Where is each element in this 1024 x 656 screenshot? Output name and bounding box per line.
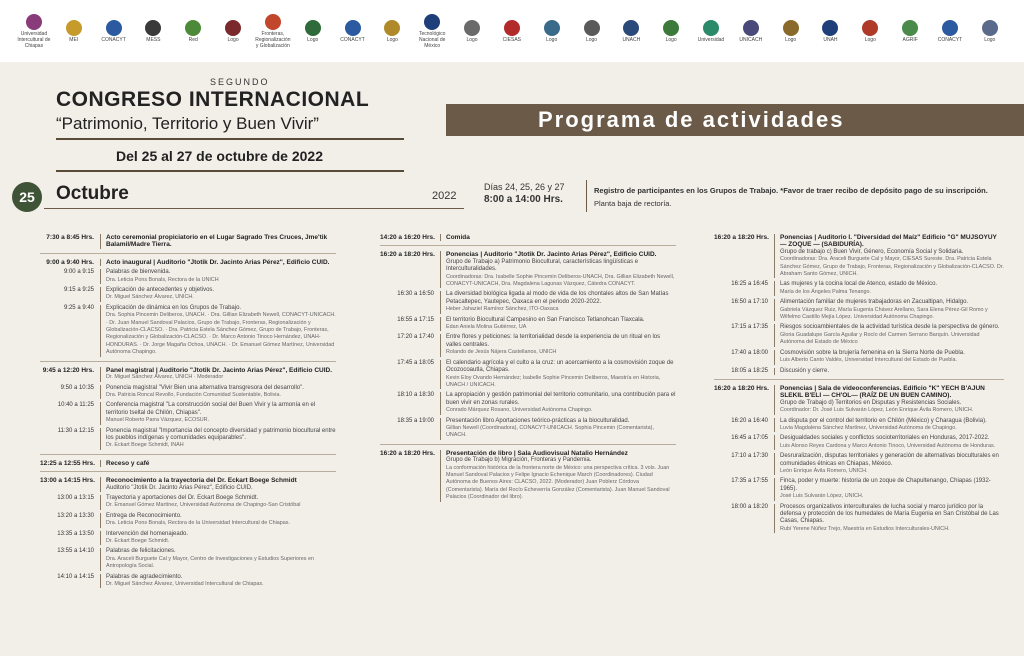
schedule-item [714, 453, 1004, 475]
event-participants: Luvia Magdalena Sánchez Martínez, Universidad Autónoma de Chapingo. [780, 424, 957, 431]
divider [40, 454, 336, 455]
event-description: Riesgos socioambientales de la actividad turística desde la perspectiva de género. [780, 324, 1000, 331]
logo-label: Logo [984, 36, 996, 43]
program-banner: Programa de actividades [446, 104, 1024, 136]
schedule-item [380, 291, 676, 313]
year-label: 2022 [432, 190, 457, 202]
event-participants: Luis Alberto Canto Valdés, Universidad Intercultural del Estado de Puebla. [780, 357, 957, 364]
schedule-content [440, 251, 676, 288]
congress-title: CONGRESO INTERNACIONAL [56, 88, 370, 111]
logo-strip [0, 0, 1024, 62]
schedule-content [100, 574, 336, 589]
event-participants: Dra. Leticia Pons Bonals, Rectora de la UNICH [106, 276, 219, 283]
event-participants: Dra. Araceli Burguete Cal y Mayor, Centro de Investigaciones y Estudios Superiores en Antropología Social. [106, 555, 314, 570]
logo-label: Logo [386, 36, 398, 43]
schedule-content [100, 305, 336, 357]
schedule-content [100, 428, 336, 450]
divider [586, 180, 587, 212]
logo-mark-icon [902, 20, 918, 36]
event-description: Grupo de Trabajo a) Patrimonio Biocultural, características lingüísticas e Interculturalidades. [446, 258, 639, 273]
event-participants: Rolando de Jesús Nájera Castellanos, UNICH [446, 349, 557, 356]
schedule-item [40, 574, 336, 589]
divider [44, 208, 464, 209]
event-description: La disputa por el control del territorio en Chilón (México) y Charagua (Bolivia). [780, 417, 987, 424]
logo-mark-icon [106, 20, 122, 36]
schedule-item [40, 531, 336, 546]
schedule-content [440, 334, 676, 356]
schedule-content [774, 504, 1004, 534]
logo-label: AGRIF [902, 36, 918, 43]
schedule-time: 13:35 a 13:50 [57, 530, 94, 537]
schedule-content [100, 460, 336, 467]
sponsor-logo [255, 14, 291, 49]
congress-theme: “Patrimonio, Territorio y Buen Vivir” [56, 114, 319, 133]
sponsor-logo [852, 20, 888, 43]
schedule-content [774, 435, 1004, 450]
event-participants: La conformación histórica de la frontera norte de México: una perspectiva crítica. 3 vols. Juan Manuel Sandoval Palacios y Felipe Ignacio Echenique March (Coordinadores). Ciudad Autónoma de Buenos Aires: CLACSO, 2022. (Moderador) Juan Poblerz Córdova (Comentarista). María del Rocío Echeverría González (Comentarista). Juan Manuel Sandoval Palacios (Coordinador del libro). [446, 464, 670, 501]
logo-mark-icon [66, 20, 82, 36]
schedule-column-2 [380, 234, 676, 505]
schedule-time: 14:10 a 14:15 [57, 573, 94, 580]
sponsor-logo [175, 20, 211, 43]
schedule-item [714, 504, 1004, 534]
schedule-time: 16:55 a 17:15 [397, 316, 434, 323]
sponsor-logo [96, 20, 132, 43]
schedule-time: 13:55 a 14:10 [57, 548, 94, 555]
schedule-time: 16:45 a 17:05 [731, 435, 768, 442]
schedule-time: 18:10 a 18:30 [397, 392, 434, 399]
sponsor-logo [374, 20, 410, 43]
schedule-item [714, 350, 1004, 365]
logo-mark-icon [703, 20, 719, 36]
sponsor-logo [693, 20, 729, 43]
event-description: Conferencia magistral "La construcción social del Buen Vivir y la armonía en el territorio tseltal de Chilón, Chiapas". [106, 402, 316, 416]
sponsor-logo [972, 20, 1008, 43]
schedule-time: 13:00 a 13:15 [57, 494, 94, 501]
sponsor-logo [733, 20, 769, 43]
schedule-time: 11:30 a 12:15 [57, 427, 94, 434]
event-participants: Gloria Guadalupe García Aguilar y Rocío del Carmen Serrano Barquín. Universidad Autónoma del Estado de México [780, 331, 980, 346]
schedule-item [380, 234, 676, 241]
event-description: Explicación de antecedentes y objetivos. [106, 287, 215, 294]
registration-text: Registro de participantes en los Grupos de Trabajo. *Favor de traer recibo de depósito pago de su inscripción. [594, 186, 988, 195]
schedule-time: 12:25 a 12:55 Hrs. [40, 459, 95, 467]
logo-mark-icon [424, 14, 440, 30]
logo-mark-icon [982, 20, 998, 36]
logo-mark-icon [26, 14, 42, 30]
schedule-content [774, 350, 1004, 365]
logo-label: UNICACH [739, 36, 763, 43]
schedule-item [40, 513, 336, 528]
sponsor-logo [613, 20, 649, 43]
event-participants: Kevin Eloy Ovando Hernández; Isabelle Sophie Pincemin Deliberos, Maestría en Historia, UNACH / UNICACH. [446, 374, 661, 388]
schedule-time: 13:20 a 13:30 [57, 512, 94, 519]
event-title: Acto inaugural | Auditorio "Jtotik Dr. Jacinto Arias Pérez", Edificio CUID. [106, 258, 330, 266]
schedule-item [40, 385, 336, 400]
sponsor-logo [16, 14, 52, 49]
schedule-content [774, 368, 1004, 375]
event-participants: Gillian Newell (Coordinadora), CONACYT-UNICACH. Sophia Pincemin (Comentarista), UNACH. [446, 424, 654, 439]
event-description: Explicación de dinámica en los Grupos de Trabajo. [106, 304, 242, 311]
logo-label: CONACYT [101, 36, 126, 43]
schedule-content [100, 548, 336, 570]
logo-mark-icon [783, 20, 799, 36]
schedule-content [774, 281, 1004, 296]
schedule-item [380, 450, 676, 502]
event-participants: María de los Ángeles Palma Tenango. [780, 288, 871, 295]
event-participants: Gabriela Vázquez Ruiz, María Eugenia Chávez Arellano, Sara Elena Pérez-Gil Romo y Wilfelmo Castillo Mejía López. Universidad Autónoma Chapingo. [780, 306, 988, 321]
schedule-time: 16:20 a 18:20 Hrs. [380, 449, 435, 457]
schedule-time: 17:20 a 17:40 [397, 334, 434, 341]
sponsor-logo [215, 20, 251, 43]
schedule-item [40, 234, 336, 249]
divider [56, 170, 404, 172]
schedule-time: 9:25 a 9:40 [63, 304, 94, 311]
divider [40, 471, 336, 472]
schedule-item [714, 368, 1004, 375]
schedule-content [100, 402, 336, 424]
logo-label: Red [188, 36, 198, 43]
schedule-item [380, 392, 676, 414]
schedule-content [774, 299, 1004, 321]
registration-place: Planta baja de rectoría. [594, 199, 672, 208]
schedule-content [774, 324, 1004, 346]
congress-dates: Del 25 al 27 de octubre de 2022 [116, 148, 323, 164]
event-participants: Dra. Leticia Pons Bonals, Rectora de la Universidad Intercultural de Chiapas. [106, 520, 290, 527]
logo-label: Logo [665, 36, 677, 43]
sponsor-logo [494, 20, 530, 43]
logo-label: CIESAS [502, 36, 522, 43]
schedule-time: 18:00 a 18:20 [731, 503, 768, 510]
schedule-content [100, 531, 336, 546]
logo-label: Universidad [697, 36, 725, 43]
event-description: La diversidad biológica ligada al modo de vida de los chontales altos de San Matías Petacaltepec, Yautepec, Oaxaca en el periodo 2020-2022. [446, 291, 669, 305]
schedule-time: 9:45 a 12:20 Hrs. [42, 366, 94, 374]
logo-mark-icon [305, 20, 321, 36]
sponsor-logo [56, 20, 92, 43]
schedule-item [380, 317, 676, 332]
event-participants: Rubí Yerene Núñez Trejo, Maestría en Estudios Interculturales-UNICH. [780, 525, 950, 532]
schedule-content [774, 418, 1004, 433]
logo-mark-icon [384, 20, 400, 36]
logo-mark-icon [265, 14, 281, 30]
schedule-time: 10:40 a 11:25 [57, 402, 94, 409]
logo-mark-icon [345, 20, 361, 36]
schedule-content [774, 453, 1004, 475]
schedule-item [40, 269, 336, 284]
divider [56, 138, 404, 140]
event-participants: Conrado Márquez Rosano, Universidad Autónoma Chapingo. [446, 407, 593, 414]
sponsor-logo [135, 20, 171, 43]
logo-label: Logo [546, 36, 558, 43]
logo-label: Logo [307, 36, 319, 43]
event-participants: Coordinadoras: Dra. Isabelle Sophie Pincemin Deliberos-UNACH, Dra. Gillian Elizabeth Newell, CONACYT-UNICACH, Dra. Magdalena Lagunas Vázquez, Cátedra CONACYT. [446, 273, 675, 288]
logo-mark-icon [504, 20, 520, 36]
schedule-time: 7:30 a 8:45 Hrs. [46, 234, 94, 241]
logo-label: CONACYT [937, 36, 963, 43]
logo-mark-icon [822, 20, 838, 36]
schedule-time: 17:35 a 17:55 [731, 478, 768, 485]
event-participants: Manuel Roberto Parra Vázquez, ECOSUR. [106, 417, 210, 424]
event-participants: León Enrique Ávila Romero, UNICH. [780, 467, 868, 474]
sponsor-logo [414, 14, 450, 49]
event-title: Panel magistral | Auditorio "Jtotik Dr. Jacinto Arias Pérez", Edificio CUID. [106, 366, 333, 374]
event-title: Ponencias | Sala de videoconferencias. Edificio "K" YECH B'AJUN SLEKIL B'ELI — CH'OL— (RAÍZ DE UN BUEN CAMINO). [780, 384, 985, 400]
event-description: Palabras de felicitaciones. [106, 548, 176, 555]
event-participants: Dr. Miguel Sánchez Álvarez, UNICH. [106, 294, 194, 301]
schedule-time: 16:50 a 17:10 [731, 299, 768, 306]
event-description: Las mujeres y la cocina local de Atenco, estado de México. [780, 281, 938, 288]
event-description: Discusión y cierre. [780, 367, 830, 374]
schedule-content [100, 495, 336, 510]
event-description: Grupo de Trabajo d) Territorios en Disputas y Resistencias Sociales. [780, 399, 962, 406]
sponsor-logo [574, 20, 610, 43]
schedule-item [714, 299, 1004, 321]
event-title: Comida [446, 234, 470, 241]
schedule-item [714, 435, 1004, 450]
schedule-content [440, 360, 676, 390]
schedule-time: 16:20 a 16:40 [731, 417, 768, 424]
day-header [0, 178, 1024, 220]
schedule-time: 16:25 a 16:45 [731, 281, 768, 288]
schedule-item [40, 367, 336, 382]
event-participants: Dra. Sophia Pincemin Deliberos, UNACH. · Dra. Gillian Elizabeth Newell, CONACYT-UNICACH. · Dr. Juan Manuel Sandoval Palacios, Grupo de Trabajo, Fronteras, Regionalización y Globalización-CLACSO. · Dra. Patricia Estela Sánchez Gómez, Grupo de Trabajo, Fronteras, Regionalización y Globalización-CLACSO. · Dr. Marco Antonio Tinoco Hernández, UNAH-HONDURAS. · Dr. Jorge Magaña Ochoa, UNACH. · Dr. Emanuel Gómez Martínez, Universidad Autónoma Chapingo. [106, 312, 336, 356]
logo-mark-icon [225, 20, 241, 36]
sponsor-logo [295, 20, 331, 43]
event-participants: Dr. Eckart Boege Schmidt. [106, 538, 170, 544]
logo-label: Logo [864, 36, 876, 43]
event-description: Ponencia magistral "Importancia del concepto diversidad y patrimonio biocultural entre los pueblos indígenas y comunidades equiparables". [106, 427, 336, 441]
schedule-item [40, 548, 336, 570]
event-description: El territorio Biocultural Campesino en San Francisco Tetlanohcan Tlaxcala. [446, 316, 645, 323]
event-description: Finca, poder y muerte: historia de un zoque de Chapultenango, Chiapas (1932-1965). [780, 478, 991, 492]
event-title: Ponencias | Auditorio "Jtotik Dr. Jacinto Arias Pérez", Edificio CUID. [446, 251, 657, 259]
schedule-content [774, 478, 1004, 500]
event-participants: Dr. Eckart Boege Schmidt, INAH [106, 442, 184, 449]
schedule-time: 18:35 a 19:00 [397, 417, 434, 424]
event-participants: Luis Alonso Reyes Cardona y Marco Antonio Tinoco, Universidad Autónoma de Honduras. [780, 442, 996, 449]
schedule-time: 16:20 a 18:20 Hrs. [714, 234, 769, 241]
event-description: Grupo de Trabajo b) Migración, Fronteras y Pandemia. [446, 457, 592, 464]
schedule-item [40, 259, 336, 266]
schedule-item [380, 334, 676, 356]
schedule-content [440, 418, 676, 440]
logo-mark-icon [862, 20, 878, 36]
sponsor-logo [653, 20, 689, 43]
logo-mark-icon [185, 20, 201, 36]
schedule-time: 9:00 a 9:15 [63, 269, 94, 276]
logo-mark-icon [623, 20, 639, 36]
event-participants: Dra. Patricia Roncal Revollo, Fundación Comunidad Sustentable, Bolivia. [106, 391, 281, 398]
sponsor-logo [812, 20, 848, 43]
logo-label: Logo [785, 36, 797, 43]
logo-mark-icon [544, 20, 560, 36]
divider [380, 245, 676, 246]
schedule-content [440, 291, 676, 313]
schedule-content [440, 234, 676, 241]
event-description: Presentación libro Aportaciones teórico-prácticas a la bioculturalidad. [446, 417, 630, 424]
schedule-time: 17:45 a 18:05 [397, 359, 434, 366]
schedule-content [100, 513, 336, 528]
event-participants: Edan Aniela Molina Gutiérrez, UA [446, 324, 527, 331]
event-participants: Dr. Miguel Sánchez Álvarez, Universidad Intercultural de Chiapas. [106, 581, 264, 588]
schedule-content [100, 269, 336, 284]
event-participants: José Luis Sulvarán López, UNICH. [780, 493, 864, 500]
schedule-item [714, 478, 1004, 500]
schedule-time: 9:00 a 9:40 Hrs. [46, 258, 94, 266]
schedule-content [774, 234, 1004, 278]
logo-mark-icon [584, 20, 600, 36]
sponsor-logo [773, 20, 809, 43]
schedule-time: 17:40 a 18:00 [731, 349, 768, 356]
registration-schedule [484, 181, 565, 206]
logo-label: UNACH [622, 36, 641, 43]
schedule-item [40, 305, 336, 357]
event-participants: Heber Jahaziel Ramírez Sánchez, ITO-Oaxaca [446, 306, 559, 313]
event-title: Acto ceremonial propiciatorio en el Lugar Sagrado Tres Cruces, Jme'tik Balamil/Madre Tierra. [106, 234, 328, 249]
schedule-content [100, 477, 336, 492]
schedule-column-3 [714, 234, 1004, 536]
schedule-item [380, 418, 676, 440]
schedule-time: 9:50 a 10:35 [60, 384, 94, 391]
schedule-item [40, 495, 336, 510]
logo-label: CONACYT [340, 36, 365, 43]
schedule-content [440, 450, 676, 502]
divider [380, 444, 676, 445]
event-participants: Coordinador: Dr. José Luis Sulvarán López, León Enrique Ávila Romero, UNICH. [780, 407, 974, 414]
schedule-item [714, 281, 1004, 296]
schedule-item [380, 251, 676, 288]
event-description: Cosmovisión sobre la brujería femenina en la Sierra Norte de Puebla. [780, 349, 965, 356]
sponsor-logo [932, 20, 968, 43]
schedule-content [440, 317, 676, 332]
event-title: Reconocimiento a la trayectoria del Dr. Eckart Boege Schmidt [106, 477, 297, 485]
logo-label: Logo [466, 36, 478, 43]
logo-label: Logo [227, 36, 239, 43]
logo-label: Fronteras, Regionalización y Globalización [255, 30, 291, 49]
schedule-column-1 [40, 234, 336, 591]
event-description: Desigualdades sociales y conflictos socioterritoriales en Honduras, 2017-2022. [780, 435, 990, 442]
schedule-item [40, 477, 336, 492]
logo-label: MEI [69, 36, 79, 43]
sponsor-logo [454, 20, 490, 43]
event-description: Palabras de agradecimiento. [106, 573, 183, 580]
logo-mark-icon [464, 20, 480, 36]
schedule-time: 18:05 a 18:25 [731, 367, 768, 374]
event-description: Entrega de Reconocimiento. [106, 512, 182, 519]
event-title: Receso y café [106, 459, 150, 467]
event-description: El calendario agrícola y el culto a la cruz: un acercamiento a la cosmovisión zoque de Ocozocoautla, Chiapas. [446, 359, 674, 374]
sponsor-logo [534, 20, 570, 43]
day-number-badge: 25 [12, 182, 42, 212]
logo-label: Universidad Intercultural de Chiapas [17, 30, 51, 49]
logo-label: Tecnológico Nacional de México [418, 30, 446, 49]
logo-label: Logo [585, 36, 598, 43]
schedule-item [714, 385, 1004, 415]
logo-mark-icon [942, 20, 958, 36]
schedule-time: 16:20 a 18:20 Hrs. [380, 251, 435, 259]
schedule-time: 14:20 a 16:20 Hrs. [380, 234, 435, 241]
schedule-content [100, 234, 336, 249]
schedule-content [100, 367, 336, 382]
schedule-content [100, 385, 336, 400]
schedule-time: 13:00 a 14:15 Hrs. [40, 477, 95, 485]
schedule-item [714, 234, 1004, 278]
schedule-time: 17:15 a 17:35 [731, 324, 768, 331]
divider [714, 379, 1004, 380]
event-description: Alimentación familiar de mujeres trabajadoras en Zacualtipan, Hidalgo. [780, 299, 969, 306]
segundo-label: SEGUNDO [210, 77, 270, 87]
logo-mark-icon [743, 20, 759, 36]
event-description: Intervención del homenajeado. [106, 530, 189, 537]
schedule-item [40, 287, 336, 302]
registration-hours: 8:00 a 14:00 Hrs. [484, 194, 563, 205]
schedule-item [40, 402, 336, 424]
event-participants: Dr. Miguel Sánchez Álvarez, UNICH · Moderador [106, 374, 224, 381]
logo-label: MESS [146, 36, 161, 43]
divider [40, 253, 336, 254]
schedule-time: 9:15 a 9:25 [63, 287, 94, 294]
divider [40, 361, 336, 362]
schedule-item [714, 324, 1004, 346]
event-title: Ponencias | Auditorio I. "Diversidad del Maíz" Edificio "G" MUJSOYUY — ZOQUE — (SABIDURÍA). [780, 234, 997, 249]
schedule-content [440, 392, 676, 414]
schedule-item [714, 418, 1004, 433]
sponsor-logo [335, 20, 371, 43]
event-description: Procesos organizativos interculturales de lucha social y marco jurídico por la defensa y protección de los humedales de María Eugenia en San Cristóbal de Las Casas, Chiapas. [780, 503, 999, 525]
event-description: Entre flores y peticiones: la territorialidad desde la experiencia de un ritual en los valles centrales. [446, 334, 661, 348]
schedule-content [100, 287, 336, 302]
registration-info [594, 184, 1014, 210]
schedule-item [380, 360, 676, 390]
schedule-time: 16:30 a 16:50 [397, 291, 434, 298]
logo-mark-icon [663, 20, 679, 36]
event-description: Grupo de trabajo c) Buen Vivir, Género, Economía Social y Solidaria. [780, 248, 964, 255]
event-description: Palabras de bienvenida. [106, 269, 171, 276]
event-description: Ponencia magistral "Vivir Bien una alternativa transgresora del desarrollo". [106, 384, 304, 391]
schedule-item [40, 460, 336, 467]
logo-mark-icon [145, 20, 161, 36]
event-participants: Dr. Emanuel Gómez Martínez, Universidad Autónoma de Chapingo-San Cristóbal [106, 502, 301, 509]
month-label: Octubre [56, 183, 129, 204]
schedule-time: 16:20 a 18:20 Hrs. [714, 384, 769, 392]
program-header [0, 62, 1024, 180]
event-description: Desruralización, disputas territoriales y generación de alternativas bioculturales en comunidades étnicas en Chiapas, México. [780, 453, 999, 467]
registration-days: Días 24, 25, 26 y 27 [484, 182, 565, 192]
schedule-time: 17:10 a 17:30 [731, 453, 768, 460]
event-description: Auditorio "Jtotik Dr. Jacinto Arias Pérez", Edificio CUID. [106, 484, 253, 491]
event-description: La apropiación y gestión patrimonial del territorio comunitario, una contribución para el buen vivir en zonas rurales. [446, 392, 676, 406]
event-participants: Coordinadoras: Dra. Araceli Burguete Cal y Mayor, CIESAS Sureste. Dra. Patricia Estela Sánchez Gómez, Grupo de Trabajo, Fronteras, Regionalización y Globalización-CLACSO. Dr. Abraham Santo Gómez, UNICH. [780, 256, 1004, 278]
logo-label: UNAH [823, 36, 838, 43]
event-title: Presentación de libro | Sala Audiovisual Natalio Hernández [446, 449, 628, 457]
schedule-item [40, 428, 336, 450]
event-description: Trayectoria y aportaciones del Dr. Eckart Boege Schmidt. [106, 494, 259, 501]
schedule-content [774, 385, 1004, 415]
sponsor-logo [892, 20, 928, 43]
schedule-content [100, 259, 336, 266]
